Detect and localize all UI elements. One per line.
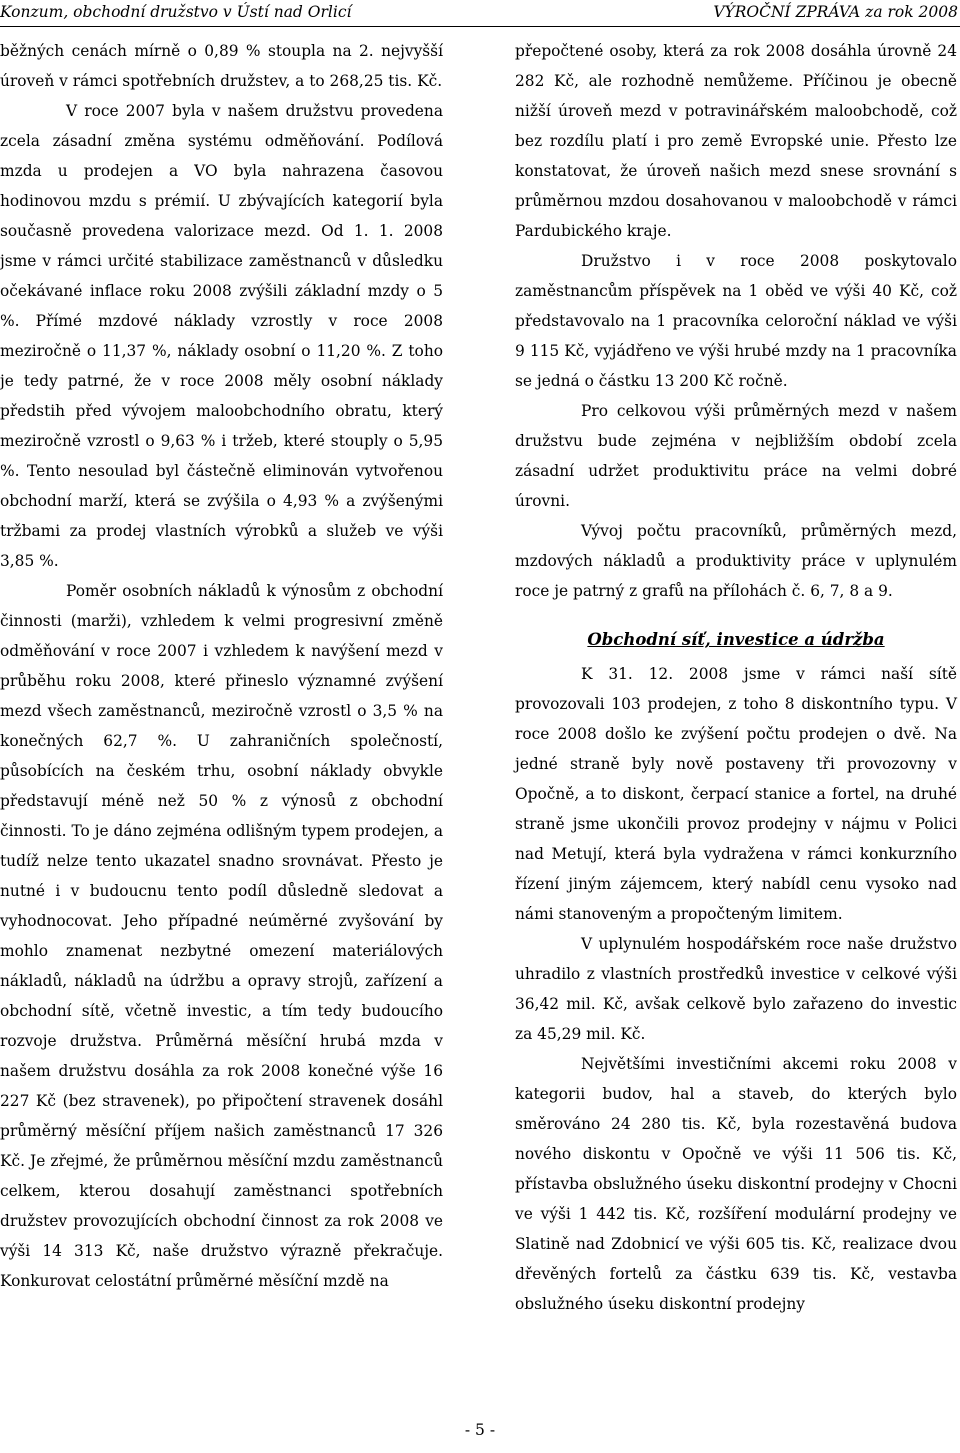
- page-number: - 5 -: [464, 1421, 496, 1439]
- paragraph: V uplynulém hospodářském roce naše družstvo uhradilo z vlastních prostředků investice v celkové výši 36,42 mil. Kč, avšak celkově bylo zařazeno do investic za 45,29 mil. Kč.: [515, 935, 957, 1043]
- paragraph: V roce 2007 byla v našem družstvu provedena zcela zásadní změna systému odměňování. Podílová mzda u prodejen a VO byla nahrazena časovou hodinovou mzdu s prémií. U zbývajících kategorií byla současně provedena valorizace mezd. Od 1. 1. 2008 jsme v rámci určité stabilizace zaměstnanců v důsledku očekávané inflace roku 2008 zvýšili základní mzdy o 5 %. Přímé mzdové náklady vzrostly v roce 2008 meziročně o 11,37 %, náklady osobní o 11,20 %. Z toho je tedy patrné, že v roce 2008 měly osobní náklady předstih před vývojem maloobchodního obratu, který meziročně vzrostl o 9,63 % i tržeb, které stouply o 5,95 %. Tento nesoulad byl částečně eliminován vytvořenou obchodní marží, která se zvýšila o 4,93 % a zvýšenými tržbami za prodej vlastních výrobků a služeb ve výši 3,85 %.: [0, 102, 443, 570]
- left-column: [0, 36, 443, 1296]
- paragraph: Pro celkovou výši průměrných mezd v našem družstvu bude zejména v nejbližším období zcela zásadní udržet produktivitu práce na velmi dobré úrovni.: [515, 402, 957, 510]
- header-company-name: Konzum, obchodní družstvo v Ústí nad Orlicí: [0, 3, 352, 21]
- section-heading: Obchodní síť, investice a údržba: [587, 630, 885, 649]
- header-report-title: VÝROČNÍ ZPRÁVA za rok 2008: [713, 3, 958, 21]
- paragraph: Družstvo i v roce 2008 poskytovalo zaměstnancům příspěvek na 1 oběd ve výši 40 Kč, což představovalo na 1 pracovníka celoroční náklad ve výši 9 115 Kč, vyjádřeno ve výši hrubé mzdy na 1 pracovníka se jedná o částku 13 200 Kč ročně.: [515, 252, 957, 390]
- page-header: [0, 0, 960, 27]
- paragraph: Vývoj počtu pracovníků, průměrných mezd, mzdových nákladů a produktivity práce v uplynulém roce je patrný z grafů na přílohách č. 6, 7, 8 a 9.: [515, 522, 957, 600]
- right-column: [515, 36, 957, 1319]
- paragraph: Poměr osobních nákladů k výnosům z obchodní činnosti (marži), vzhledem k velmi progresivní změně odměňování v roce 2007 i vzhledem k navýšení mezd v průběhu roku 2008, které přineslo významné zvýšení mezd všech zaměstnanců, meziročně vzrostl o 3,5 % na konečných 62,7 %. U zahraničních společností, působících na českém trhu, osobní náklady obvykle představují méně než 50 % z výnosů z obchodní činnosti. To je dáno zejména odlišným typem prodejen, a tudíž nelze tento ukazatel snadno srovnávat. Přesto je nutné i v budoucnu tento podíl důsledně sledovat a vyhodnocovat. Jeho případné neúměrné zvyšování by mohlo znamenat nezbytné omezení materiálových nákladů, nákladů na údržbu a opravy strojů, zařízení a obchodní sítě, včetně investic, a tím tedy budoucího rozvoje družstva. Průměrná měsíční hrubá mzda v našem družstvu dosáhla za rok 2008 konečné výše 16 227 Kč (bez stravenek), po připočtení stravenek dosáhl průměrný měsíční příjem našich zaměstnanců 17 326 Kč. Je zřejmé, že průměrnou měsíční mzdu zaměstnanců celkem, kterou dosahují zaměstnanci spotřebních družstev provozujících obchodní činnost za rok 2008 ve výši 14 313 Kč, naše družstvo výrazně překračuje. Konkurovat celostátní průměrné měsíční mzdě na: [0, 582, 443, 1290]
- paragraph: běžných cenách mírně o 0,89 % stoupla na 2. nejvyšší úroveň v rámci spotřebních družstev, a to 268,25 tis. Kč.: [0, 42, 443, 90]
- paragraph: přepočtené osoby, která za rok 2008 dosáhla úrovně 24 282 Kč, ale rozhodně nemůžeme. Příčinou je obecně nižší úroveň mezd v potravinářském maloobchodě, což bez rozdílu platí i pro země Evropské unie. Přesto lze konstatovat, že úroveň našich mezd snese srovnání s průměrnou mzdou dosahovanou v maloobchodě v rámci Pardubického kraje.: [515, 42, 957, 240]
- paragraph: K 31. 12. 2008 jsme v rámci naší sítě provozovali 103 prodejen, z toho 8 diskontního typu. V roce 2008 došlo ke zvýšení počtu prodejen o dvě. Na jedné straně byly nově postaveny tři provozovny v Opočně, a to diskont, čerpací stanice a fortel, na druhé straně jsme ukončili provoz prodejny v nájmu v Polici nad Metují, která byla vydražena v rámci konkurzního řízení jiným zájemcem, který nabídl cenu vysoko nad námi stanoveným a propočteným limitem.: [515, 665, 957, 923]
- paragraph: Největšími investičními akcemi roku 2008 v kategorii budov, hal a staveb, do kterých bylo směrováno 24 280 tis. Kč, byla rozestavěná budova nového diskontu v Opočně ve výši 11 506 tis. Kč, přístavba obslužného úseku diskontní prodejny v Chocni ve výši 1 442 tis. Kč, rozšíření modulární prodejny ve Slatině nad Zdobnicí ve výši 605 tis. Kč, realizace dvou dřevěných fortelů za částku 639 tis. Kč, vestavba obslužného úseku diskontní prodejny: [515, 1055, 957, 1313]
